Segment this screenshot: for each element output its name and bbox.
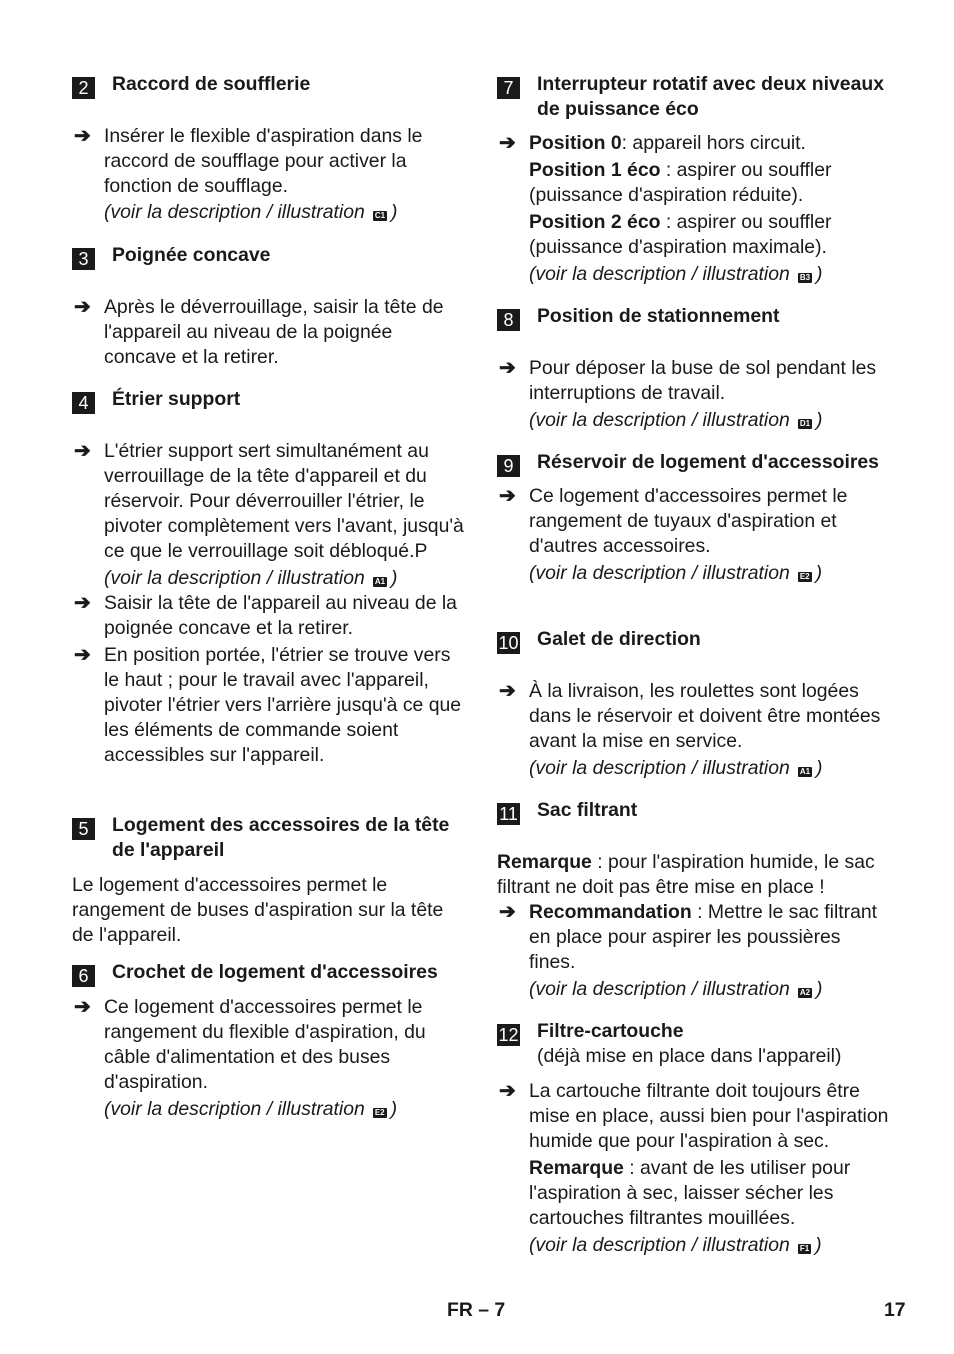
illustration-badge: C1 (374, 211, 386, 220)
paragraph: Le logement d'accessoires permet le rangement de buses d'aspiration sur la tête de l'appareil. (72, 874, 444, 946)
section-number: 6 (72, 965, 95, 987)
section-number: 4 (72, 392, 95, 414)
illustration-ref: (voir la description / illustration A2 ) (529, 978, 823, 1000)
list-item: ➔ Position 0: appareil hors circuit. (499, 132, 806, 154)
section-heading: 10 Galet de direction (498, 628, 701, 653)
illustration-ref: (voir la description / illustration E2 ) (529, 562, 823, 584)
remark-text: Remarque : pour l'aspiration humide, le sac filtrant ne doit pas être mise en place ! (497, 851, 875, 898)
illustration-ref: (voir la description / illustration D1 ) (529, 409, 823, 431)
section-8 (497, 304, 889, 433)
arrow-icon: ➔ (74, 996, 91, 1018)
section-heading: 6 Crochet de logement d'accessoires (72, 960, 464, 985)
section-number: 8 (497, 309, 520, 331)
list-item: ➔ Saisir la tête de l'appareil au niveau de la poignée concave et la retirer. (74, 592, 457, 639)
arrow-icon: ➔ (74, 644, 91, 666)
section-4 (72, 387, 464, 768)
section-number: 9 (497, 455, 520, 477)
section-9 (497, 450, 889, 586)
arrow-icon: ➔ (499, 132, 516, 154)
section-heading: 11 Sac filtrant (497, 798, 889, 823)
illustration-ref: (voir la description / illustration A1 ) (529, 757, 823, 779)
arrow-icon: ➔ (74, 440, 91, 462)
illustration-ref: (voir la description / illustration F1 ) (529, 1234, 822, 1256)
section-6 (72, 960, 464, 1122)
list-item: ➔ La cartouche filtrante doit toujours être mise en place, aussi bien pour l'aspiration humide que pour l'aspiration à sec. (499, 1080, 889, 1152)
page-number: 17 (884, 1299, 906, 1321)
illustration-badge: A2 (799, 988, 811, 997)
arrow-icon: ➔ (499, 901, 516, 923)
section-number: 10 (498, 633, 519, 653)
illustration-ref: (voir la description / illustration A1 ) (104, 567, 398, 589)
list-item: ➔ Pour déposer la buse de sol pendant les interruptions de travail. (499, 357, 877, 404)
list-item: ➔ L'étrier support sert simultanément au verrouillage de la tête d'appareil et du réservoir. Pour déverrouiller l'étrier, le pivoter complètement vers l'avant, jusqu'à ce que le verrouillage soit débloqué.P (74, 440, 464, 562)
section-heading: 3 Poignée concave (72, 243, 464, 268)
section-10 (497, 627, 889, 781)
arrow-icon: ➔ (499, 485, 516, 507)
section-11 (497, 798, 889, 1002)
arrow-icon: ➔ (74, 125, 91, 147)
illustration-badge: A1 (374, 577, 386, 586)
section-heading: 9 Réservoir de logement d'accessoires (497, 450, 889, 475)
list-item: ➔ Ce logement d'accessoires permet le rangement de tuyaux d'aspiration et d'autres accessoires. (499, 485, 848, 557)
section-7 (497, 72, 889, 287)
illustration-ref: (voir la description / illustration C1 ) (104, 201, 398, 223)
illustration-ref: (voir la description / illustration B3 ) (529, 263, 823, 285)
section-heading: 4 Étrier support (72, 387, 464, 412)
illustration-badge: E2 (799, 572, 810, 581)
illustration-badge: B3 (799, 273, 811, 282)
illustration-badge: F1 (799, 1244, 810, 1253)
section-number: 11 (497, 803, 520, 825)
position-2-text: Position 2 éco : aspirer ou souffler (puissance d'aspiration maximale). (529, 211, 832, 258)
illustration-badge: E2 (374, 1108, 385, 1117)
position-1-text: Position 1 éco : aspirer ou souffler (puissance d'aspiration réduite). (529, 159, 832, 206)
list-item: ➔ Après le déverrouillage, saisir la tête de l'appareil au niveau de la poignée concave et la retirer. (74, 296, 444, 368)
arrow-icon: ➔ (74, 592, 91, 614)
arrow-icon: ➔ (74, 296, 91, 318)
illustration-badge: A1 (799, 767, 811, 776)
remark-text: Remarque : avant de les utiliser pour l'aspiration à sec, laisser sécher les cartouches filtrantes mouillées. (529, 1157, 851, 1229)
section-number: 7 (497, 77, 520, 99)
list-item: ➔ En position portée, l'étrier se trouve vers le haut ; pour le travail avec l'appareil, pivoter l'étrier vers l'arrière jusqu'à ce que les éléments de commande soient accessibles sur l'appareil. (74, 644, 462, 766)
list-item: ➔ À la livraison, les roulettes sont logées dans le réservoir et doivent être montées avant la mise en service. (499, 680, 881, 752)
illustration-ref: (voir la description / illustration E2 ) (104, 1098, 398, 1120)
section-12 (497, 1019, 889, 1258)
section-subtitle: (déjà mise en place dans l'appareil) (537, 1045, 842, 1067)
section-heading: 8 Position de stationnement (497, 304, 889, 329)
section-heading: 5 Logement des accessoires de la tête de l'appareil (72, 813, 464, 863)
section-2 (72, 72, 464, 225)
list-item: ➔ Insérer le flexible d'aspiration dans le raccord de soufflage pour activer la fonction de soufflage. (74, 125, 423, 197)
section-heading: 7 Interrupteur rotatif avec deux niveaux de puissance éco (497, 72, 889, 122)
section-3 (72, 243, 464, 370)
section-heading: 12 Filtre-cartouche (déjà mise en place dans l'appareil) (498, 1020, 842, 1067)
section-5 (72, 813, 464, 948)
section-number: 3 (72, 248, 95, 270)
footer-language-page: FR – 7 (447, 1299, 506, 1321)
illustration-badge: D1 (799, 419, 811, 428)
arrow-icon: ➔ (499, 680, 516, 702)
section-number: 12 (498, 1025, 519, 1045)
list-item: ➔ Recommandation : Mettre le sac filtrant en place pour aspirer les poussières fines. (499, 901, 878, 973)
arrow-icon: ➔ (499, 357, 516, 379)
section-number: 5 (72, 818, 95, 840)
section-heading: 2 Raccord de soufflerie (72, 72, 464, 97)
arrow-icon: ➔ (499, 1080, 516, 1102)
list-item: ➔ Ce logement d'accessoires permet le rangement du flexible d'aspiration, du câble d'alimentation et des buses d'aspiration. (74, 996, 426, 1093)
section-number: 2 (72, 77, 95, 99)
